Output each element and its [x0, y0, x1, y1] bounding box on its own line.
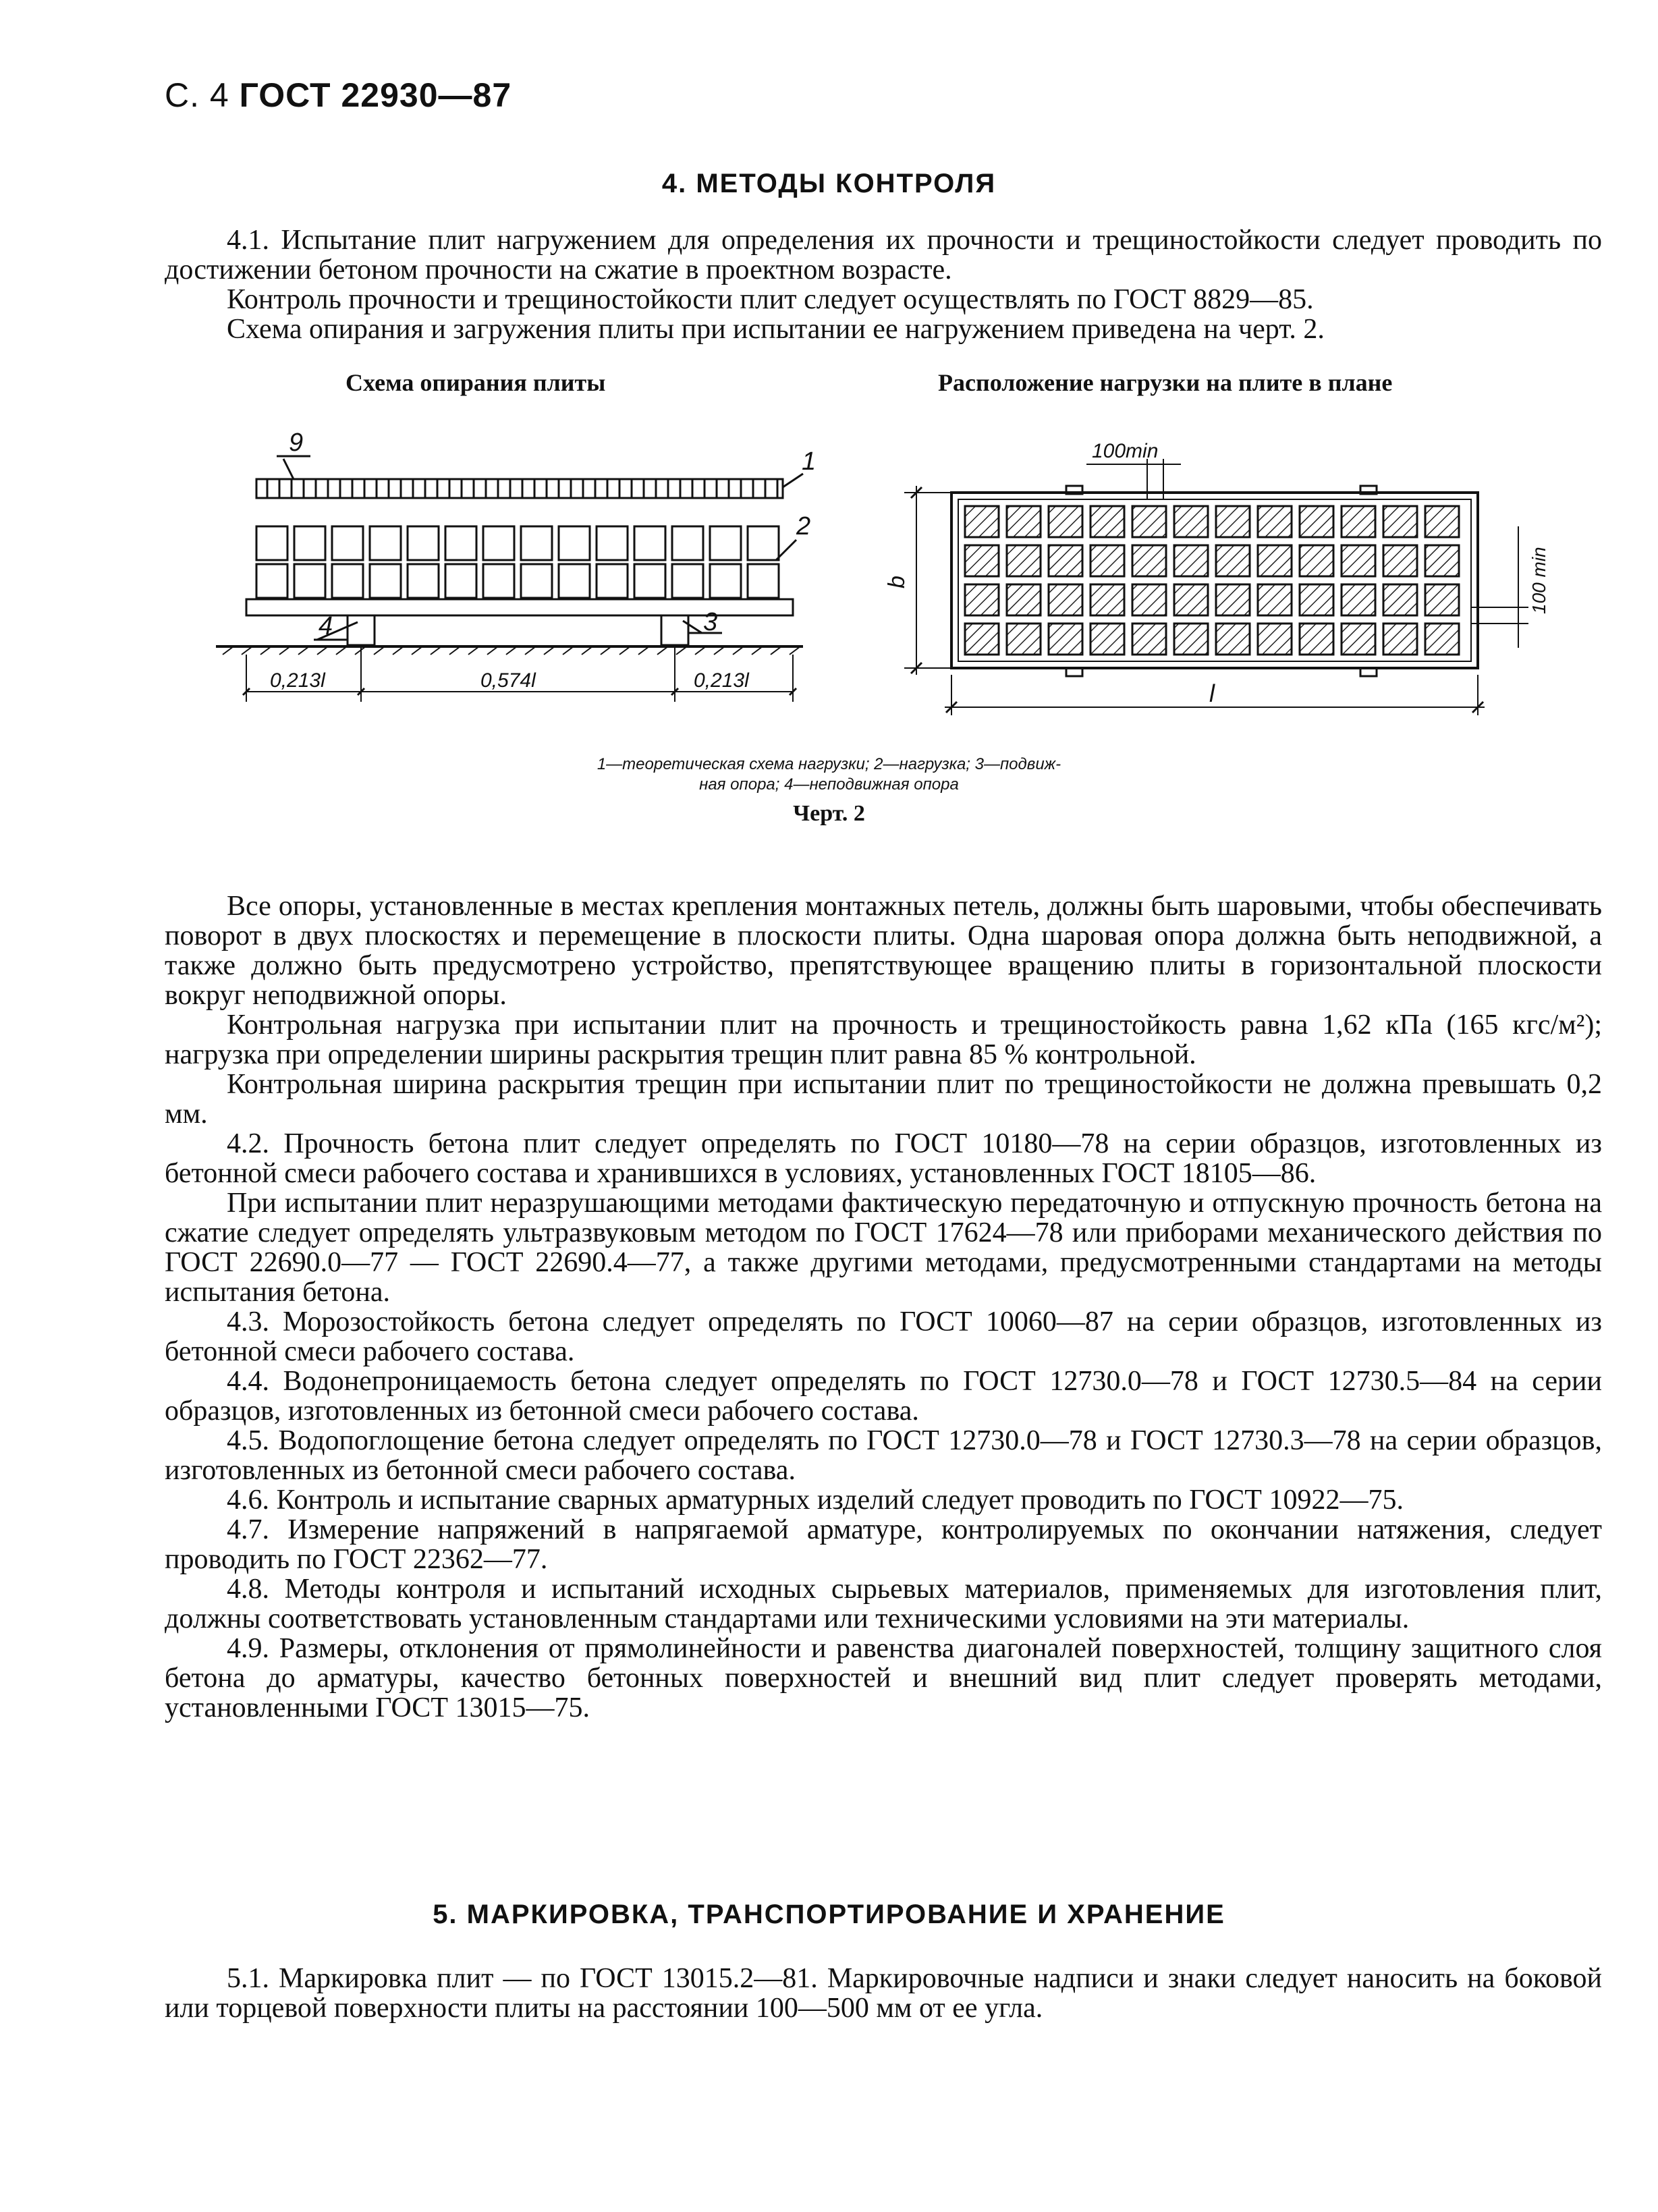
paragraph-nondestructive: При испытании плит неразрушающими методами фактическую передаточную и отпускную прочность бетона на сжатие следует определять ультразвуковым методом по ГОСТ 17624—78 или приборами механического действия по ГОСТ 22690.0—77 — ГОСТ 22690.4—77, а также другими методами, предусмотренными стандартами на методы испытания бетона. — [165, 1188, 1602, 1308]
paragraph-crack-width: Контрольная ширина раскрытия трещин при испытании плит по трещиностойкости не должна превышать 0,2 мм. — [165, 1069, 1602, 1130]
load-block — [748, 564, 779, 598]
load-cell — [1049, 584, 1082, 615]
load-cell — [1049, 506, 1082, 537]
load-cell — [965, 584, 999, 615]
load-cell — [1007, 545, 1041, 576]
paragraph-4-6: 4.6. Контроль и испытание сварных арматурных изделий следует проводить по ГОСТ 10922—75. — [227, 1485, 1404, 1516]
load-block — [256, 564, 287, 598]
load-cell — [1300, 624, 1333, 655]
load-cell — [1425, 624, 1459, 655]
load-cell — [1216, 584, 1250, 615]
load-cell — [1383, 506, 1417, 537]
load-block — [370, 564, 401, 598]
callout-2: 2 — [796, 512, 811, 541]
load-cell — [965, 545, 999, 576]
load-cell — [1342, 506, 1375, 537]
load-cell — [1174, 506, 1208, 537]
page-header — [165, 76, 512, 115]
paragraph-4-7: 4.7. Измерение напряжений в напрягаемой арматуре, контролируемых по окончании натяжения, следует проводить по ГОСТ 22362—77. — [165, 1514, 1602, 1575]
dim-right-end: 0,213l — [694, 669, 749, 692]
paragraph-4-3: 4.3. Морозостойкость бетона следует определять по ГОСТ 10060—87 на серии образцов, изготовленных из бетонной смеси рабочего состава. — [165, 1306, 1602, 1367]
paragraph-supports: Все опоры, установленные в местах крепления монтажных петель, должны быть шаровыми, чтобы обеспечивать поворот в двух плоскостях и перемещение в плоскости плиты. Одна шаровая опора должна быть неподвижной, а также должно быть предусмотрено устройство, препятствующее вращению плиты в горизонтальной плоскости вокруг неподвижной опоры. — [165, 891, 1602, 1011]
callout-3: 3 — [703, 608, 718, 636]
dim-width: b — [884, 576, 910, 588]
load-block — [748, 526, 779, 560]
load-block — [294, 564, 325, 598]
section-4-body — [165, 891, 1602, 1723]
load-block — [256, 526, 287, 560]
load-block — [634, 526, 665, 560]
load-block — [408, 526, 439, 560]
paragraph-control: Контроль прочности и трещиностойкости плит следует осуществлять по ГОСТ 8829—85. — [227, 284, 1314, 315]
load-block — [559, 564, 590, 598]
standard-code: ГОСТ 22930—87 — [239, 76, 512, 114]
load-cell — [1425, 584, 1459, 615]
load-cell — [1300, 545, 1333, 576]
load-block — [634, 564, 665, 598]
load-block — [559, 526, 590, 560]
leader-3-diag — [683, 621, 702, 633]
load-cell — [1383, 545, 1417, 576]
paragraph-5-1: 5.1. Маркировка плит — по ГОСТ 13015.2—81. Маркировочные надписи и знаки следует наносить на боковой или торцевой поверхности плиты на расстоянии 100—500 мм от ее угла. — [165, 1963, 1602, 2024]
load-cell — [1258, 545, 1292, 576]
load-cell — [1090, 545, 1124, 576]
dim-top-gap: 100min — [1092, 440, 1159, 462]
dim-side-gap: 100 min — [1528, 547, 1549, 614]
load-block — [445, 564, 476, 598]
dim-middle: 0,574l — [480, 669, 536, 692]
load-cell — [965, 506, 999, 537]
load-block — [408, 564, 439, 598]
figure-legend — [0, 754, 1658, 795]
section-5-body — [165, 1964, 1602, 2023]
load-cell — [1007, 584, 1041, 615]
callout-9: 9 — [289, 428, 304, 457]
load-cell — [1174, 624, 1208, 655]
load-block — [370, 526, 401, 560]
paragraph-4-5: 4.5. Водопоглощение бетона следует определять по ГОСТ 12730.0—78 и ГОСТ 12730.3—78 на серии образцов, изготовленных из бетонной смеси рабочего состава. — [165, 1425, 1602, 1486]
paragraph-4-4: 4.4. Водонепроницаемость бетона следует определять по ГОСТ 12730.0—78 и ГОСТ 12730.5—84 на серии образцов, изготовленных из бетонной смеси рабочего состава. — [165, 1366, 1602, 1427]
load-cell — [1090, 506, 1124, 537]
load-cell — [965, 624, 999, 655]
load-block — [294, 526, 325, 560]
load-cell — [1383, 624, 1417, 655]
section-5-title: 5. МАРКИРОВКА, ТРАНСПОРТИРОВАНИЕ И ХРАНЕНИЕ — [433, 1900, 1225, 1929]
paragraph-4-9: 4.9. Размеры, отклонения от прямолинейности и равенства диагоналей поверхностей, толщину защитного слоя бетона до арматуры, качество бетонных поверхностей и внешний вид плит следует проверять методами, установленными ГОСТ 13015—75. — [165, 1633, 1602, 1723]
paragraph-scheme-ref: Схема опирания и загружения плиты при испытании ее нагружением приведена на черт. 2. — [227, 314, 1325, 345]
dim-left-end: 0,213l — [270, 669, 325, 692]
leader-9 — [283, 459, 294, 479]
section-4-title: 4. МЕТОДЫ КОНТРОЛЯ — [661, 169, 997, 198]
load-block — [710, 564, 741, 598]
callout-4: 4 — [319, 612, 333, 640]
load-cell — [1132, 545, 1166, 576]
paragraph-4-2: 4.2. Прочность бетона плит следует определять по ГОСТ 10180—78 на серии образцов, изготовленных из бетонной смеси рабочего состава и хранившихся в условиях, установленных ГОСТ 18105—86. — [165, 1128, 1602, 1189]
load-cell — [1174, 545, 1208, 576]
load-block — [483, 526, 514, 560]
load-cell — [1216, 545, 1250, 576]
load-cell — [1383, 584, 1417, 615]
page-number: С. 4 — [165, 76, 229, 114]
load-block — [710, 526, 741, 560]
load-cell — [1049, 624, 1082, 655]
load-cell — [1258, 624, 1292, 655]
load-block — [597, 526, 628, 560]
load-block — [521, 526, 552, 560]
figure-caption: Черт. 2 — [793, 801, 865, 826]
fixed-support — [348, 615, 375, 645]
dim-length: l — [1209, 680, 1215, 707]
load-cell — [1300, 506, 1333, 537]
callout-1: 1 — [802, 447, 817, 476]
load-block — [445, 526, 476, 560]
load-cell — [1300, 584, 1333, 615]
load-block — [597, 564, 628, 598]
legend-line-2: ная опора; 4—неподвижная опора — [699, 775, 959, 794]
support-scheme-drawing — [202, 425, 823, 742]
load-cell — [1132, 624, 1166, 655]
load-cell — [1090, 584, 1124, 615]
load-block — [672, 564, 703, 598]
load-cell — [1258, 584, 1292, 615]
figure-right-title: Расположение нагрузки на плите в плане — [938, 369, 1393, 396]
load-cell — [1216, 506, 1250, 537]
paragraph-4-8: 4.8. Методы контроля и испытаний исходных сырьевых материалов, применяемых для изготовления плит, должны соответствовать установленным стандартами или техническими условиями на эти материалы. — [165, 1574, 1602, 1634]
load-cell — [1425, 506, 1459, 537]
legend-line-1: 1—теоретическая схема нагрузки; 2—нагрузка; 3—подвиж- — [597, 755, 1061, 773]
load-cell — [1007, 624, 1041, 655]
load-cell — [1007, 506, 1041, 537]
section-4-intro — [165, 225, 1602, 344]
leader-1 — [783, 474, 803, 487]
load-cell — [1174, 584, 1208, 615]
load-cell — [1258, 506, 1292, 537]
paragraph-control-load: Контрольная нагрузка при испытании плит на прочность и трещиностойкость равна 1,62 кПа (165 кгс/м²); нагрузка при определении ширины раскрытия трещин плит равна 85 % контрольной. — [165, 1010, 1602, 1070]
load-plan-drawing — [877, 432, 1566, 736]
load-cell — [1342, 584, 1375, 615]
load-cell — [1425, 545, 1459, 576]
load-block — [483, 564, 514, 598]
load-block — [332, 564, 363, 598]
load-block — [672, 526, 703, 560]
load-cell — [1049, 545, 1082, 576]
load-block — [332, 526, 363, 560]
load-cell — [1132, 506, 1166, 537]
load-cell — [1342, 624, 1375, 655]
movable-support — [661, 615, 688, 645]
load-cell — [1090, 624, 1124, 655]
load-block — [521, 564, 552, 598]
load-cell — [1216, 624, 1250, 655]
figure-left-title: Схема опирания плиты — [346, 369, 606, 396]
load-cell — [1132, 584, 1166, 615]
paragraph-4-1: 4.1. Испытание плит нагружением для определения их прочности и трещиностойкости следует проводить по достижении бетоном прочности на сжатие в проектном возрасте. — [165, 225, 1602, 285]
load-cell — [1342, 545, 1375, 576]
